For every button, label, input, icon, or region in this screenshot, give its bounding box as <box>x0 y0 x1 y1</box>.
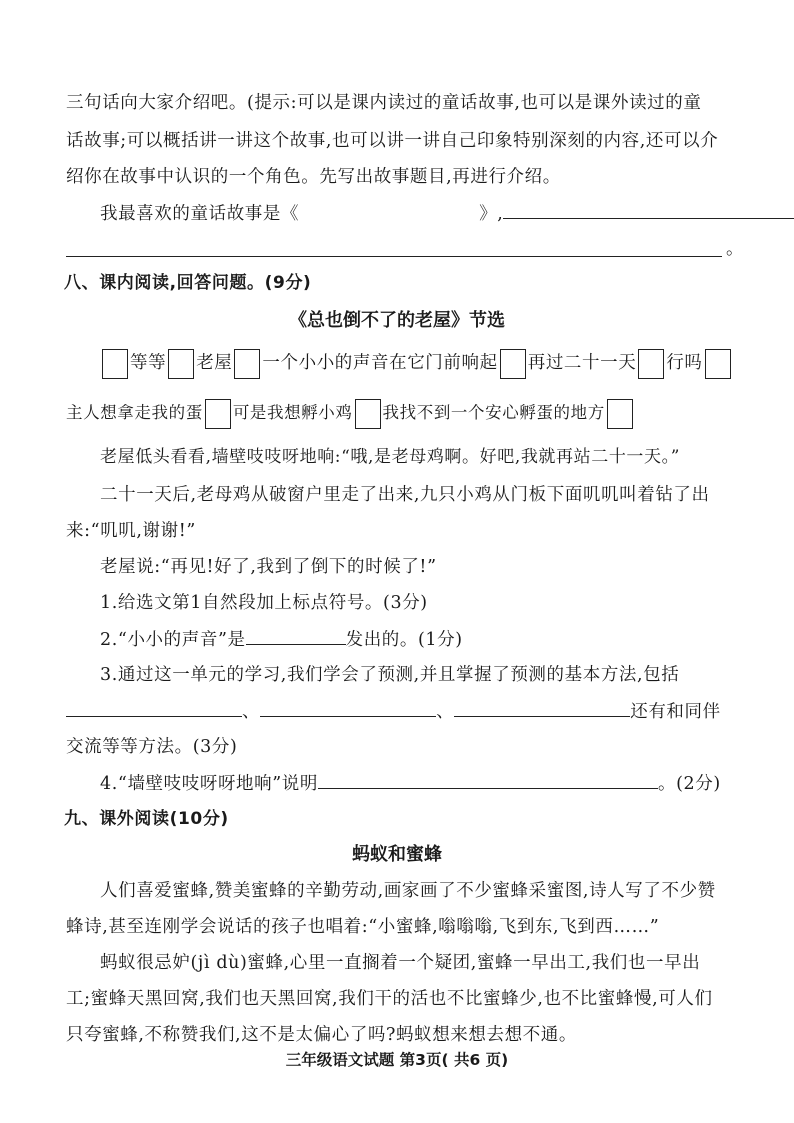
text-line: 三句话向大家介绍吧。(提示:可以是课内读过的童话故事,也可以是课外读过的童 <box>66 93 702 113</box>
end-mark: 。 <box>726 239 745 259</box>
passage-paragraph: 工;蜜蜂天黑回窝,我们也天黑回窝,我们干的活也不比蜜蜂少,也不比蜜蜂慢,可人们 <box>66 989 713 1009</box>
separator: 、 <box>242 702 261 722</box>
story-title-field[interactable] <box>299 203 479 219</box>
punctuation-box[interactable] <box>205 399 231 429</box>
punctuation-box[interactable] <box>705 349 731 379</box>
separator: 、 <box>436 702 455 722</box>
question-1: 1.给选文第1自然段加上标点符号。(3分) <box>100 593 428 613</box>
punctuation-box[interactable] <box>500 349 526 379</box>
passage-segment: 等等 <box>130 353 167 373</box>
question-3-blanks <box>66 700 721 723</box>
question-4-suffix: 。(2分) <box>658 774 721 794</box>
passage-segment: 行吗 <box>666 353 703 373</box>
passage-paragraph: 蜂诗,甚至连刚学会说话的孩子也唱着:“小蜜蜂,嗡嗡嗡,飞到东,飞到西……” <box>66 917 660 937</box>
passage-segment: 老屋 <box>196 353 233 373</box>
punctuation-line-1 <box>100 346 733 380</box>
text-line: 话故事;可以概括讲一讲这个故事,也可以讲一讲自己印象特别深刻的内容,还可以介 <box>66 131 719 151</box>
passage-segment: 再过二十一天 <box>527 353 637 373</box>
answer-line[interactable] <box>66 256 722 257</box>
passage-segment: 可是我想孵小鸡 <box>232 403 353 422</box>
question-3-end: 交流等等方法。(3分) <box>66 737 238 757</box>
question-2-prefix: 2.“小小的声音”是 <box>100 630 246 650</box>
passage-paragraph: 只夸蜜蜂,不称赞我们,这不是太偏心了吗?蚂蚁想来想去想不通。 <box>66 1025 578 1045</box>
answer-blank[interactable] <box>260 700 436 717</box>
favorite-story-prefix: 我最喜欢的童话故事是《 <box>100 204 300 224</box>
question-2-suffix: 发出的。(1分) <box>345 630 463 650</box>
passage-paragraph: 蚂蚁很忌妒(jì dù)蜜蜂,心里一直搁着一个疑团,蜜蜂一早出工,我们也一早出 <box>100 953 701 973</box>
punctuation-box[interactable] <box>168 349 194 379</box>
passage-segment: 主人想拿走我的蛋 <box>66 403 203 422</box>
punctuation-box[interactable] <box>355 399 381 429</box>
punctuation-box[interactable] <box>102 349 128 379</box>
page-footer: 三年级语文试题 第3页( 共6 页) <box>285 1051 509 1069</box>
intro-answer-field[interactable] <box>503 202 794 219</box>
section-heading: 八、课内阅读,回答问题。(9分) <box>64 273 312 293</box>
passage-paragraph: 二十一天后,老母鸡从破窗户里走了出来,九只小鸡从门板下面叽叽叫着钻了出 <box>100 485 710 505</box>
question-4 <box>100 772 721 795</box>
answer-blank[interactable] <box>454 700 630 717</box>
section-heading: 九、课外阅读(10分) <box>64 809 229 829</box>
passage-paragraph: 老屋说:“再见!好了,我到了倒下的时候了!” <box>100 557 437 577</box>
favorite-story-close: 》, <box>479 204 504 224</box>
question-3: 3.通过这一单元的学习,我们学会了预测,并且掌握了预测的基本方法,包括 <box>100 665 680 685</box>
punctuation-box[interactable] <box>234 349 260 379</box>
answer-blank[interactable] <box>66 700 242 717</box>
punctuation-box[interactable] <box>607 399 633 429</box>
punctuation-line-2 <box>66 396 635 430</box>
passage-paragraph: 来:“叽叽,谢谢!” <box>66 521 196 541</box>
passage-title: 《总也倒不了的老屋》节选 <box>289 310 505 331</box>
answer-blank[interactable] <box>246 628 346 645</box>
passage-segment: 我找不到一个安心孵蛋的地方 <box>382 403 605 422</box>
passage-segment: 一个小小的声音在它门前响起 <box>262 353 498 373</box>
passage-paragraph: 老屋低头看看,墙壁吱吱呀地响:“哦,是老母鸡啊。好吧,我就再站二十一天。” <box>100 447 681 467</box>
answer-blank[interactable] <box>318 772 658 789</box>
question-3-tail: 还有和同伴 <box>630 702 721 722</box>
passage-title: 蚂蚁和蜜蜂 <box>352 844 442 865</box>
passage-paragraph: 人们喜爱蜜蜂,赞美蜜蜂的辛勤劳动,画家画了不少蜜蜂采蜜图,诗人写了不少赞 <box>100 881 716 901</box>
text-line: 绍你在故事中认识的一个角色。先写出故事题目,再进行介绍。 <box>66 167 561 187</box>
question-2 <box>100 628 463 651</box>
favorite-story-line <box>100 202 794 225</box>
punctuation-box[interactable] <box>638 349 664 379</box>
question-4-prefix: 4.“墙壁吱吱呀呀地响”说明 <box>100 774 318 794</box>
